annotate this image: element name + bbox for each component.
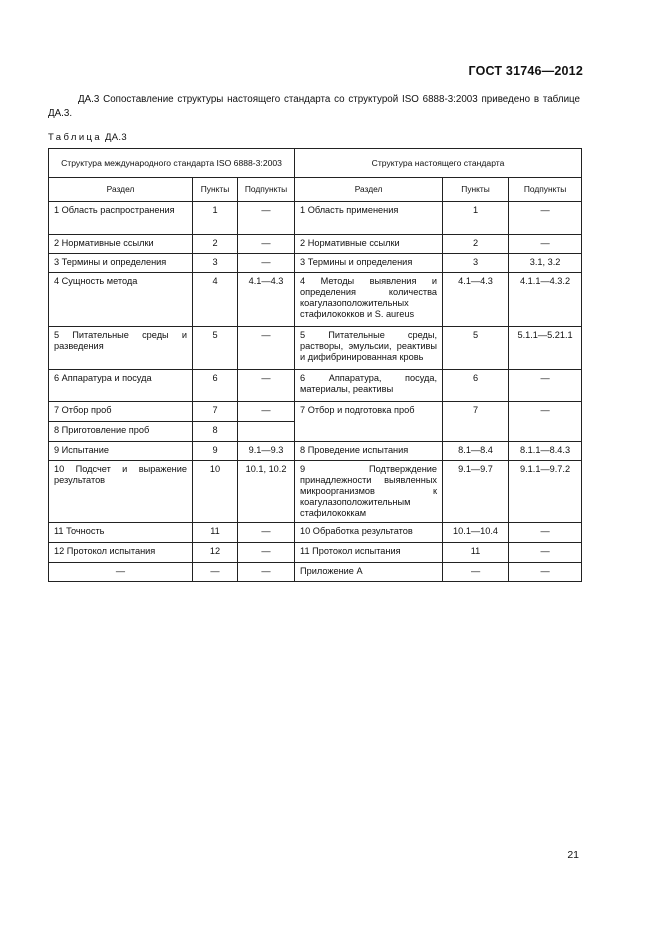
col-header-gost-subitems: Подпункты (509, 178, 582, 202)
gost-items-cell: 5 (443, 327, 509, 370)
iso-section-cell: 6 Аппаратура и посуда (49, 370, 193, 402)
iso-section-cell: 3 Термины и определения (49, 254, 193, 273)
gost-section-cell: 1 Область применения (295, 202, 443, 235)
header-national-structure: Структура настоящего стандарта (295, 149, 582, 178)
gost-items-cell: 10.1—10.4 (443, 523, 509, 543)
gost-section-cell: 9 Подтверждение принадлежности выявленных микроорганизмов к коагулазоположительным стафилококкам (295, 461, 443, 523)
iso-items-cell: 2 (193, 235, 238, 254)
gost-subitems-cell: — (509, 523, 582, 543)
gost-items-cell: 7 (443, 402, 509, 442)
col-header-iso-items: Пункты (193, 178, 238, 202)
iso-section-cell: 12 Протокол испытания (49, 543, 193, 563)
table-caption-number: ДА.3 (105, 132, 127, 143)
gost-section-cell: Приложение А (295, 563, 443, 582)
col-header-iso-section: Раздел (49, 178, 193, 202)
gost-subitems-cell: 5.1.1—5.21.1 (509, 327, 582, 370)
table-row (49, 273, 582, 327)
iso-items-cell: 1 (193, 202, 238, 235)
iso-section-cell: 1 Область распространения (49, 202, 193, 235)
iso-subitems-cell: — (238, 327, 295, 370)
table-caption (48, 132, 127, 143)
gost-items-cell: 6 (443, 370, 509, 402)
table-row (49, 254, 582, 273)
iso-items-cell: 6 (193, 370, 238, 402)
header-international-structure: Структура международного стандарта ISO 6888-3:2003 (49, 149, 295, 178)
table-row (49, 202, 582, 235)
gost-items-cell: — (443, 563, 509, 582)
comparison-table (48, 148, 582, 582)
iso-subitems-cell: — (238, 235, 295, 254)
gost-items-cell: 1 (443, 202, 509, 235)
gost-section-cell: 10 Обработка результатов (295, 523, 443, 543)
gost-subitems-cell: — (509, 543, 582, 563)
iso-items-cell: — (193, 563, 238, 582)
gost-section-cell: 6 Аппаратура, посуда, материалы, реактивы (295, 370, 443, 402)
iso-items-cell: 8 (193, 422, 238, 442)
iso-section-cell: 2 Нормативные ссылки (49, 235, 193, 254)
col-header-gost-section: Раздел (295, 178, 443, 202)
gost-subitems-cell: 3.1, 3.2 (509, 254, 582, 273)
gost-subitems-cell: 4.1.1—4.3.2 (509, 273, 582, 327)
iso-subitems-cell: — (238, 523, 295, 543)
iso-section-cell: 8 Приготовление проб (49, 422, 193, 442)
gost-section-cell: 11 Протокол испытания (295, 543, 443, 563)
iso-section-cell: — (49, 563, 193, 582)
table-row (49, 327, 582, 370)
iso-items-cell: 5 (193, 327, 238, 370)
gost-subitems-cell: — (509, 402, 582, 442)
page-number: 21 (567, 849, 579, 861)
iso-items-cell: 11 (193, 523, 238, 543)
gost-subitems-cell: — (509, 202, 582, 235)
iso-items-cell: 7 (193, 402, 238, 422)
iso-subitems-cell: — (238, 543, 295, 563)
iso-items-cell: 3 (193, 254, 238, 273)
gost-items-cell: 3 (443, 254, 509, 273)
gost-items-cell: 9.1—9.7 (443, 461, 509, 523)
gost-items-cell: 4.1—4.3 (443, 273, 509, 327)
col-header-gost-items: Пункты (443, 178, 509, 202)
iso-section-cell: 4 Сущность метода (49, 273, 193, 327)
iso-section-cell: 10 Подсчет и выражение результатов (49, 461, 193, 523)
iso-subitems-cell: — (238, 254, 295, 273)
iso-section-cell: 7 Отбор проб (49, 402, 193, 422)
table-caption-word: Таблица (48, 132, 103, 143)
gost-items-cell: 2 (443, 235, 509, 254)
table-row (49, 563, 582, 582)
iso-subitems-cell: 9.1—9.3 (238, 442, 295, 461)
gost-section-cell: 2 Нормативные ссылки (295, 235, 443, 254)
gost-subitems-cell: — (509, 370, 582, 402)
gost-subitems-cell: 8.1.1—8.4.3 (509, 442, 582, 461)
iso-items-cell: 4 (193, 273, 238, 327)
iso-section-cell: 11 Точность (49, 523, 193, 543)
gost-section-cell: 7 Отбор и подготовка проб (295, 402, 443, 442)
table-row (49, 543, 582, 563)
iso-subitems-cell: — (238, 563, 295, 582)
table-row (49, 523, 582, 543)
gost-section-cell: 8 Проведение испытания (295, 442, 443, 461)
gost-section-cell: 3 Термины и определения (295, 254, 443, 273)
iso-section-cell: 5 Питательные среды и разведения (49, 327, 193, 370)
iso-items-cell: 12 (193, 543, 238, 563)
document-id: ГОСТ 31746—2012 (468, 64, 583, 78)
gost-subitems-cell: — (509, 563, 582, 582)
iso-subitems-cell: — (238, 202, 295, 235)
gost-section-cell: 4 Методы выявления и определения количества коагулазоположительных стафилококков и S. aureus (295, 273, 443, 327)
gost-subitems-cell: 9.1.1—9.7.2 (509, 461, 582, 523)
gost-items-cell: 11 (443, 543, 509, 563)
iso-subitems-cell: — (238, 370, 295, 402)
gost-section-cell: 5 Питательные среды, растворы, эмульсии, реактивы и дифибринированная кровь (295, 327, 443, 370)
gost-subitems-cell: — (509, 235, 582, 254)
iso-subitems-cell: 10.1, 10.2 (238, 461, 295, 523)
iso-subitems-cell-empty (238, 422, 295, 442)
iso-subitems-cell: 4.1—4.3 (238, 273, 295, 327)
gost-items-cell: 8.1—8.4 (443, 442, 509, 461)
table-row (49, 461, 582, 523)
table-row (49, 442, 582, 461)
col-header-iso-subitems: Подпункты (238, 178, 295, 202)
iso-items-cell: 9 (193, 442, 238, 461)
intro-paragraph: ДА.3 Сопоставление структуры настоящего стандарта со структурой ISO 6888-3:2003 приведено в таблице ДА.3. (48, 94, 580, 119)
iso-subitems-cell: — (238, 402, 295, 422)
table-row (49, 370, 582, 402)
table-row (49, 402, 582, 422)
iso-items-cell: 10 (193, 461, 238, 523)
iso-section-cell: 9 Испытание (49, 442, 193, 461)
table-row (49, 235, 582, 254)
